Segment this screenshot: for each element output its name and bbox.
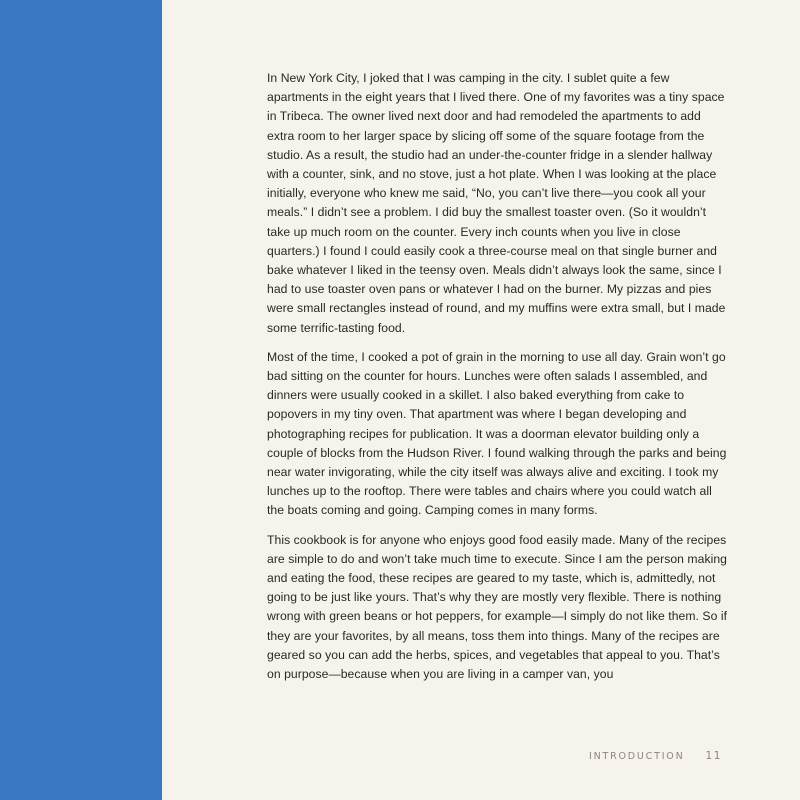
section-label: INTRODUCTION bbox=[589, 751, 685, 762]
blue-sidebar-band bbox=[0, 0, 162, 800]
paragraph-2: Most of the time, I cooked a pot of grain in the morning to use all day. Grain won’t go bad sitting on the counter for hours. Lunches were often salads I assembled, and dinners were usually cooked in a skillet. I also baked everything from cake to popovers in my tiny oven. That apartment was where I began developing and photographing recipes for publication. It was a doorman elevator building only a couple of blocks from the Hudson River. I found walking through the parks and being near water invigorating, while the city itself was always alive and exciting. I took my lunches up to the rooftop. There were tables and chairs where you could watch all the boats coming and going. Camping comes in many forms. bbox=[267, 349, 727, 518]
paragraph-1: In New York City, I joked that I was camping in the city. I sublet quite a few apartments in the eight years that I lived there. One of my favorites was a tiny space in Tribeca. The owner lived next door and had remodeled the apartments to add extra room to her larger space by slicing off some of the square footage from the studio. As a result, the studio had an under-the-counter fridge in a slender hallway with a counter, sink, and no stove, just a hot plate. When I was looking at the place initially, everyone who knew me said, “No, you can’t live there—you cook all your meals.” I didn’t see a problem. I did buy the smallest toaster oven. (So it wouldn’t take up much room on the counter. Every inch counts when you live in close quarters.) I found I could easily cook a three-course meal on that single burner and bake whatever I liked in the teensy oven. Meals didn’t always look the same, since I had to use toaster oven pans or whatever I had on the burner. My pizzas and pies were small rectangles instead of round, and my muffins were extra small, but I made some terrific-tasting food. bbox=[267, 71, 726, 335]
page-number: 11 bbox=[705, 750, 722, 762]
paragraph-3: This cookbook is for anyone who enjoys good food easily made. Many of the recipes are simple to do and won’t take much time to execute. Since I am the person making and eating the food, these recipes are geared to my taste, which is, admittedly, not going to be just like yours. That’s why they are mostly very flexible. There is nothing wrong with green beans or hot peppers, for example—I simply do not like them. So if they are your favorites, by all means, toss them into things. Many of the recipes are geared so you can add the herbs, spices, and vegetables that appeal to you. That’s on purpose—because when you are living in a camper van, you bbox=[267, 532, 728, 682]
body-text bbox=[267, 69, 731, 694]
page-footer bbox=[589, 750, 722, 762]
